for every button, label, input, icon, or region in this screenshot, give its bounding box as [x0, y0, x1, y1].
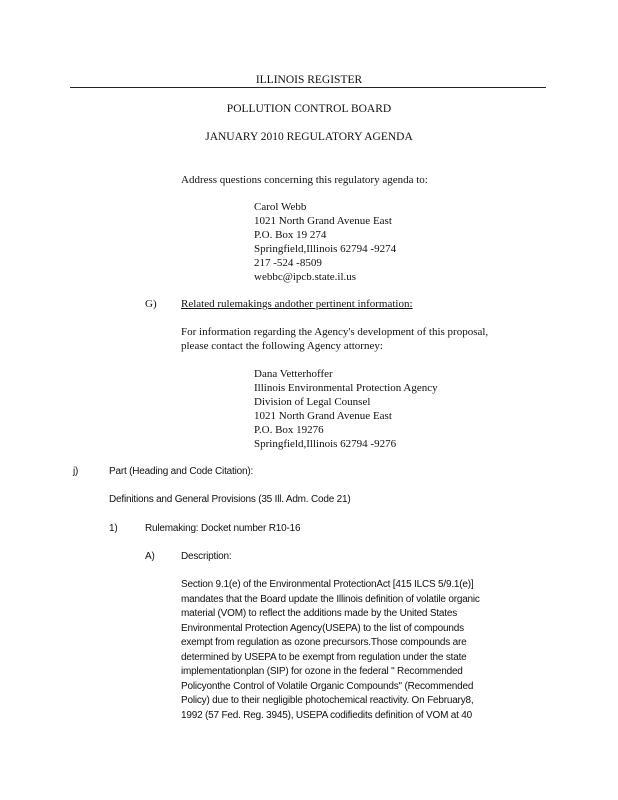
description-label: Description:	[181, 551, 232, 562]
contact-email: webbc@ipcb.state.il.us	[254, 271, 357, 283]
description-line: implementationplan (SIP) for ozone in the federal " Recommended	[181, 666, 463, 677]
board-title: POLLUTION CONTROL BOARD	[226, 103, 392, 115]
contact-line: P.O. Box 19276	[254, 424, 324, 436]
contact-line: P.O. Box 19 274	[254, 229, 327, 241]
part-title: Definitions and General Provisions (35 Ill. Adm. Code 21)	[109, 494, 351, 505]
description-line: Policy) due to their negligible photochemical reactivity. On February8,	[181, 695, 474, 706]
description-line: determined by USEPA to be exempt from regulation under the state	[181, 652, 467, 663]
contact-line: Carol Webb	[254, 201, 307, 213]
section-j-marker: j)	[73, 466, 79, 477]
description-line: 1992 (57 Fed. Reg. 3945), USEPA codifiedits definition of VOM at 40	[181, 710, 473, 721]
register-title: ILLINOIS REGISTER	[255, 74, 363, 86]
section-g-text-line: For information regarding the Agency's development of this proposal,	[181, 326, 489, 338]
contact-line: Division of Legal Counsel	[254, 396, 371, 408]
section-j-heading: Part (Heading and Code Citation):	[109, 466, 254, 477]
description-line: material (VOM) to reflect the additions made by the United States	[181, 608, 458, 619]
section-g-text-line: please contact the following Agency attorney:	[181, 340, 383, 352]
description-line: Environmental Protection Agency(USEPA) to the list of compounds	[181, 623, 464, 634]
description-line: exempt from regulation as ozone precursors.Those compounds are	[181, 637, 467, 648]
item-1-marker: 1)	[109, 523, 118, 534]
description-line: Section 9.1(e) of the Environmental ProtectionAct [415 ILCS 5/9.1(e)]	[181, 579, 474, 590]
rulemaking-docket: Rulemaking: Docket number R10-16	[145, 523, 301, 534]
contact-line: 217 -524 -8509	[254, 257, 322, 269]
contact-line: 1021 North Grand Avenue East	[254, 410, 392, 422]
contact-line: Springfield,Illinois 62794 -9276	[254, 438, 397, 450]
description-line: Policyonthe Control of Volatile Organic Compounds" (Recommended	[181, 681, 474, 692]
contact-line: Springfield,Illinois 62794 -9274	[254, 243, 397, 255]
contact-line: 1021 North Grand Avenue East	[254, 215, 392, 227]
contact-line: Illinois Environmental Protection Agency	[254, 382, 438, 394]
header-divider	[70, 87, 546, 88]
address-intro: Address questions concerning this regulatory agenda to:	[181, 174, 428, 186]
contact-line: Dana Vetterhoffer	[254, 368, 333, 380]
description-line: mandates that the Board update the Illinois definition of volatile organic	[181, 594, 480, 605]
section-g-marker: G)	[145, 298, 157, 310]
section-g-heading: Related rulemakings andother pertinent information:	[181, 298, 413, 310]
item-a-marker: A)	[145, 551, 155, 562]
agenda-title: JANUARY 2010 REGULATORY AGENDA	[205, 131, 413, 143]
